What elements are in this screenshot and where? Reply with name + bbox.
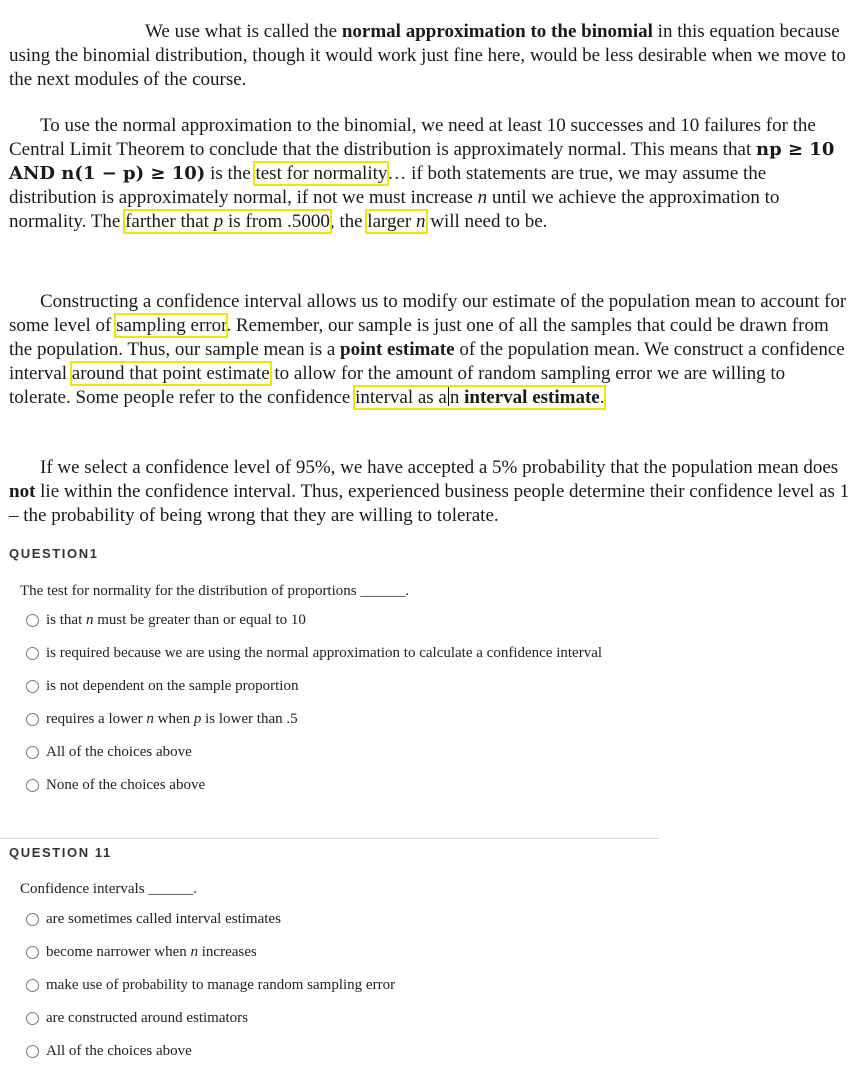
radio-button[interactable] [26,680,39,693]
question1-header: QUESTION1 [9,546,99,561]
option-label: All of the choices above [46,743,192,760]
p2-text-d: until we achieve the approximation to normality. The [9,187,780,232]
p3-bold-point-estimate: point estimate [340,339,455,360]
p3-bold-interval-estimate: interval estimate [464,387,600,408]
question11-option-1[interactable] [26,909,281,929]
p2-text-a: To use the normal approximation to the binomial, we need at least 10 successes and 10 failures for the Central Limit Theorem to conclude that the distribution is approximately normal. This means that [9,115,816,160]
p2-text-e: , the [329,211,368,232]
radio-button[interactable] [26,614,39,627]
highlight-test-for-normality: test for normality [255,163,388,184]
p4-bold-not: not [9,481,36,502]
question11-option-3[interactable] [26,975,395,995]
question1-option-1[interactable] [26,610,306,630]
radio-button[interactable] [26,647,39,660]
question1-option-5[interactable] [26,742,192,762]
radio-button[interactable] [26,946,39,959]
option-label: None of the choices above [46,776,206,793]
question1-option-6[interactable] [26,775,205,795]
question11-option-4[interactable] [26,1008,248,1028]
option-label: is that n must be greater than or equal to 10 [46,611,306,628]
p4-text-b: lie within the confidence interval. Thus, experienced business people determine their confidence level as 1 – the probability of being wrong that they are willing to tolerate. [9,481,850,526]
option-label: become narrower when n increases [46,943,257,960]
p2-text-c: … if both statements are true, we may assume the distribution is approximately normal, if not we must increase [9,163,767,208]
radio-button[interactable] [26,913,39,926]
radio-button[interactable] [26,779,39,792]
p3-text-b: . Remember, our sample is just one of all the samples that could be drawn from the population. Thus, our sample mean is a [9,315,829,360]
p3-text-d: to allow for the amount of random sampling error we are willing to tolerate. Some people refer to the confidence [9,363,786,408]
question11-option-5[interactable] [26,1041,192,1061]
highlight-sampling-error: sampling error [116,315,227,336]
question1-option-4[interactable] [26,709,298,729]
option-label: are sometimes called interval estimates [46,910,281,927]
question1-prompt: The test for normality for the distribution of proportions ______. [20,583,410,599]
p2-text-f: will need to be. [425,211,548,232]
radio-button[interactable] [26,1045,39,1058]
question11-option-2[interactable] [26,942,257,962]
highlight-farther-p: farther that p is from .5000 [125,211,330,232]
p2-math-condition: np ≥ 10 AND n(1 − p) ≥ 10) [9,139,835,184]
option-label: All of the choices above [46,1042,192,1059]
p3-hl3-c: . [599,387,605,408]
question11-prompt: Confidence intervals ______. [20,881,198,897]
section-divider [0,838,659,839]
p1-bold-term: normal approximation to the binomial [341,21,653,42]
p2-text-b: is the [205,163,256,184]
p3-hl3-b: n [449,387,465,408]
question1-option-2[interactable] [26,643,602,663]
text-cursor [448,387,449,406]
option-label: make use of probability to manage random sampling error [46,976,396,993]
paragraph-test-for-normality [9,114,851,234]
radio-button[interactable] [26,1012,39,1025]
option-label: requires a lower n when p is lower than .5 [46,710,298,727]
highlight-larger-n: larger n [367,211,426,232]
p3-hl3-a: interval as a [355,387,447,408]
paragraph-normal-approximation [9,20,851,92]
option-label: are constructed around estimators [46,1009,249,1026]
question1-option-3[interactable] [26,676,298,696]
p3-text-a: Constructing a confidence interval allows us to modify our estimate of the population mean to account for some level of [9,291,847,336]
option-label: is not dependent on the sample proportion [46,677,299,694]
option-label: is required because we are using the normal approximation to calculate a confidence interval [46,644,603,661]
p3-text-c: of the population mean. We construct a confidence interval [9,339,845,384]
radio-button[interactable] [26,746,39,759]
p2-var-n: n [477,187,488,208]
question11-header: QUESTION 11 [9,845,112,860]
radio-button[interactable] [26,713,39,726]
highlight-interval-estimate [355,387,604,408]
highlight-around-point-estimate: around that point estimate [71,363,270,384]
p1-text-c: in this equation because using the binomial distribution, though it would work just fine here, would be less desirable when we move to the next modules of the course. [9,21,846,90]
p4-text-a: If we select a confidence level of 95%, we have accepted a 5% probability that the population mean does [40,457,839,478]
paragraph-confidence-interval [9,290,851,410]
p1-text-a: We use what is called the [145,21,342,42]
radio-button[interactable] [26,979,39,992]
paragraph-confidence-level [9,456,851,528]
